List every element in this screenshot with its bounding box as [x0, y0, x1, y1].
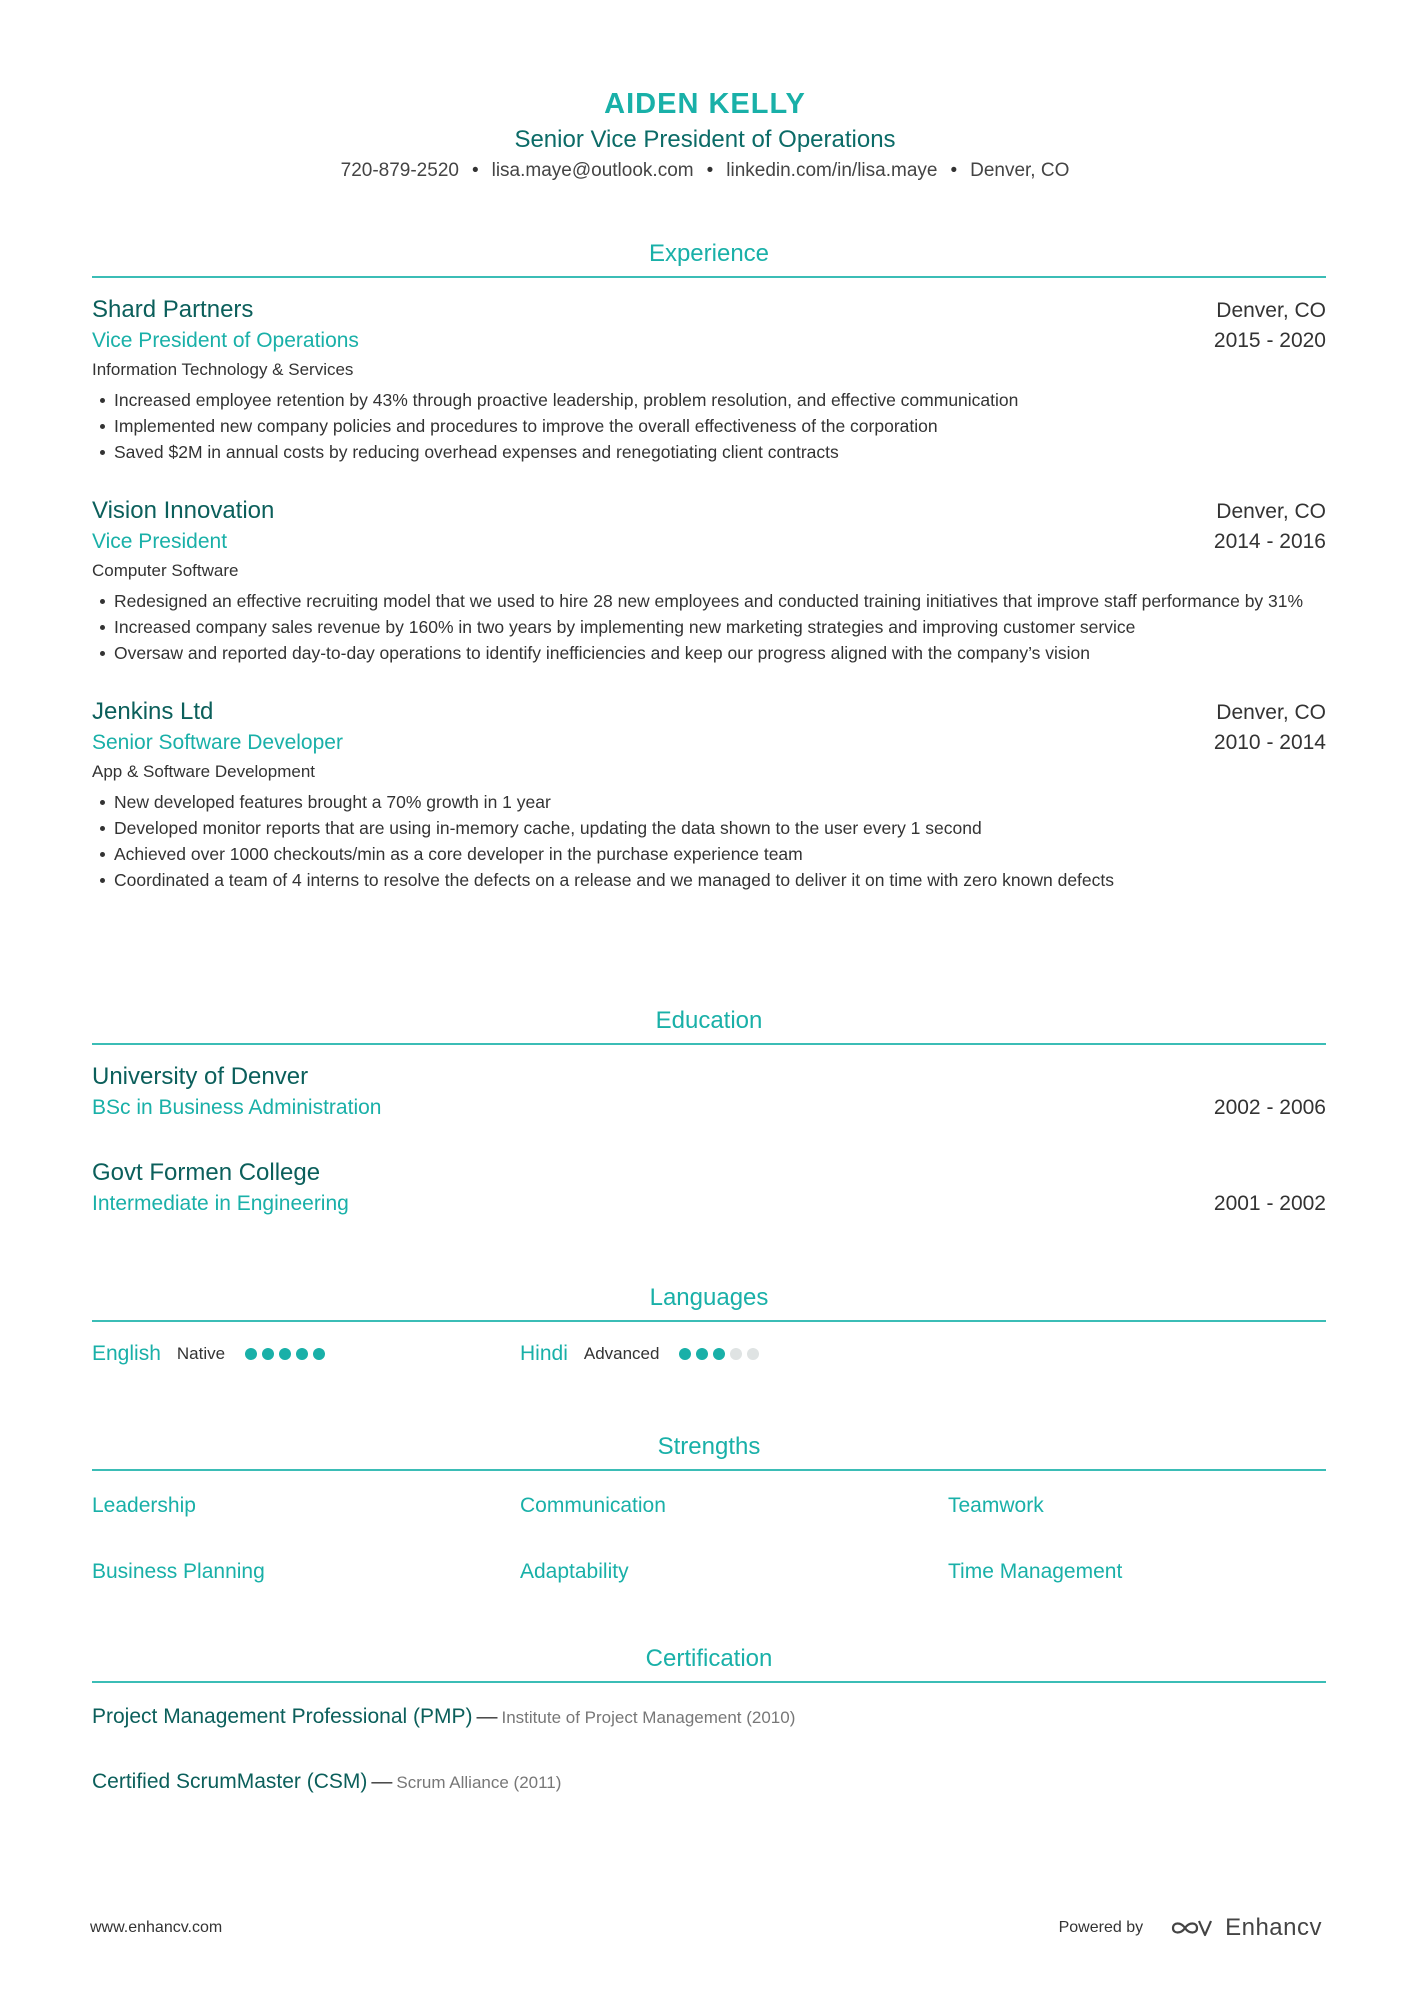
- bullet-item: Increased company sales revenue by 160% in two years by implementing new marketing strategies and improving customer service: [92, 614, 1326, 640]
- job-bullets: [92, 588, 1326, 666]
- bullet-item: Coordinated a team of 4 interns to resolve the defects on a release and we managed to deliver it on time with zero known defects: [92, 867, 1326, 893]
- candidate-name: AIDEN KELLY: [604, 88, 806, 120]
- resume-header: [0, 84, 1410, 185]
- proficiency-dot-filled: [245, 1348, 257, 1360]
- certification-issuer: Institute of Project Management (2010): [501, 1708, 796, 1727]
- job-company: Shard Partners: [92, 296, 254, 323]
- strength-item: Leadership: [92, 1494, 196, 1517]
- job-dates: 2015 - 2020: [1213, 329, 1326, 352]
- contact-line: [0, 157, 1410, 185]
- proficiency-dots: [679, 1348, 764, 1360]
- job-entry: [92, 294, 1326, 465]
- language-name: Hindi: [520, 1342, 568, 1365]
- certification-name: Certified ScrumMaster (CSM): [92, 1770, 368, 1793]
- certification-issuer: Scrum Alliance (2011): [396, 1773, 562, 1792]
- degree: Intermediate in Engineering: [92, 1192, 349, 1215]
- certification-dash: —: [371, 1770, 393, 1793]
- bullet-item: Achieved over 1000 checkouts/min as a core developer in the purchase experience team: [92, 841, 1326, 867]
- candidate-title: Senior Vice President of Operations: [514, 126, 896, 153]
- contact-separator: •: [950, 160, 958, 181]
- certification-section: [92, 1643, 1326, 1799]
- bullet-item: Redesigned an effective recruiting model that we used to hire 28 new employees and conducted training initiatives that improve staff performance by 31%: [92, 588, 1326, 614]
- enhancv-logo[interactable]: [1169, 1914, 1322, 1942]
- job-entry: [92, 696, 1326, 893]
- language-level: Advanced: [583, 1344, 660, 1363]
- section-divider: [92, 1320, 1326, 1322]
- certification-item: [92, 1766, 1326, 1799]
- language-level: Native: [176, 1344, 226, 1363]
- job-dates: 2014 - 2016: [1213, 530, 1326, 553]
- powered-by-label: Powered by: [1058, 1919, 1144, 1936]
- job-bullets: [92, 387, 1326, 465]
- strength-item: Adaptability: [520, 1560, 629, 1583]
- job-industry: Information Technology & Services: [92, 360, 354, 379]
- proficiency-dot-filled: [679, 1348, 691, 1360]
- job-dates: 2010 - 2014: [1213, 731, 1326, 754]
- certification-dash: —: [476, 1705, 498, 1728]
- section-divider: [92, 1681, 1326, 1683]
- education-section: [92, 1005, 1326, 1219]
- language-item: [92, 1342, 520, 1366]
- contact-separator: •: [706, 160, 714, 181]
- bullet-item: New developed features brought a 70% growth in 1 year: [92, 789, 1326, 815]
- brand-name: Enhancv: [1225, 1914, 1322, 1941]
- strength-item: Communication: [520, 1494, 666, 1517]
- proficiency-dot-filled: [713, 1348, 725, 1360]
- bullet-item: Increased employee retention by 43% through proactive leadership, problem resolution, and effective communication: [92, 387, 1326, 413]
- school-name: University of Denver: [92, 1063, 309, 1090]
- education-entry: [92, 1061, 1326, 1123]
- bullet-item: Saved $2M in annual costs by reducing overhead expenses and renegotiating client contracts: [92, 439, 1326, 465]
- job-role: Senior Software Developer: [92, 731, 343, 754]
- experience-section: [92, 238, 1326, 893]
- footer-website-link[interactable]: www.enhancv.com: [90, 1919, 223, 1936]
- education-dates: 2001 - 2002: [1213, 1192, 1326, 1215]
- section-title-certification: Certification: [645, 1645, 773, 1672]
- phone: 720-879-2520: [340, 160, 459, 181]
- section-title-strengths: Strengths: [657, 1433, 761, 1460]
- language-name: English: [92, 1342, 161, 1365]
- section-title-languages: Languages: [649, 1284, 769, 1311]
- languages-section: [92, 1282, 1326, 1366]
- strengths-section: [92, 1431, 1326, 1589]
- page-footer: [90, 1914, 1322, 1942]
- bullet-item: Developed monitor reports that are using in-memory cache, updating the data shown to the user every 1 second: [92, 815, 1326, 841]
- job-company: Vision Innovation: [92, 497, 275, 524]
- proficiency-dot-empty: [747, 1348, 759, 1360]
- linkedin[interactable]: linkedin.com/in/lisa.maye: [726, 160, 938, 181]
- section-divider: [92, 1043, 1326, 1045]
- job-entry: [92, 495, 1326, 666]
- section-title-education: Education: [655, 1007, 763, 1034]
- enhancv-logo-icon: [1169, 1916, 1215, 1940]
- contact-separator: •: [471, 160, 479, 181]
- strength-item: Time Management: [948, 1560, 1123, 1583]
- language-item: [520, 1342, 948, 1366]
- proficiency-dot-filled: [279, 1348, 291, 1360]
- degree: BSc in Business Administration: [92, 1096, 382, 1119]
- footer-branding: [1059, 1914, 1322, 1942]
- proficiency-dot-filled: [296, 1348, 308, 1360]
- bullet-item: Implemented new company policies and procedures to improve the overall effectiveness of the corporation: [92, 413, 1326, 439]
- bullet-item: Oversaw and reported day-to-day operations to identify inefficiencies and keep our progress aligned with the company’s vision: [92, 640, 1326, 666]
- school-name: Govt Formen College: [92, 1159, 321, 1186]
- location: Denver, CO: [970, 160, 1070, 181]
- job-location: Denver, CO: [1216, 701, 1326, 724]
- proficiency-dots: [245, 1348, 330, 1360]
- proficiency-dot-filled: [313, 1348, 325, 1360]
- strengths-grid: [92, 1489, 1326, 1589]
- job-location: Denver, CO: [1216, 299, 1326, 322]
- languages-row: [92, 1342, 1326, 1366]
- strength-item: Teamwork: [948, 1494, 1044, 1517]
- job-role: Vice President of Operations: [92, 329, 359, 352]
- job-bullets: [92, 789, 1326, 893]
- section-title-experience: Experience: [648, 240, 770, 267]
- job-industry: App & Software Development: [92, 762, 316, 781]
- education-entry: [92, 1157, 1326, 1219]
- certification-name: Project Management Professional (PMP): [92, 1705, 473, 1728]
- education-dates: 2002 - 2006: [1213, 1096, 1326, 1119]
- job-location: Denver, CO: [1216, 500, 1326, 523]
- section-divider: [92, 1469, 1326, 1471]
- certification-item: [92, 1701, 1326, 1734]
- proficiency-dot-filled: [696, 1348, 708, 1360]
- proficiency-dot-filled: [262, 1348, 274, 1360]
- section-divider: [92, 276, 1326, 278]
- strength-item: Business Planning: [92, 1560, 265, 1583]
- job-industry: Computer Software: [92, 561, 239, 580]
- job-company: Jenkins Ltd: [92, 698, 214, 725]
- proficiency-dot-empty: [730, 1348, 742, 1360]
- email[interactable]: lisa.maye@outlook.com: [491, 160, 694, 181]
- job-role: Vice President: [92, 530, 228, 553]
